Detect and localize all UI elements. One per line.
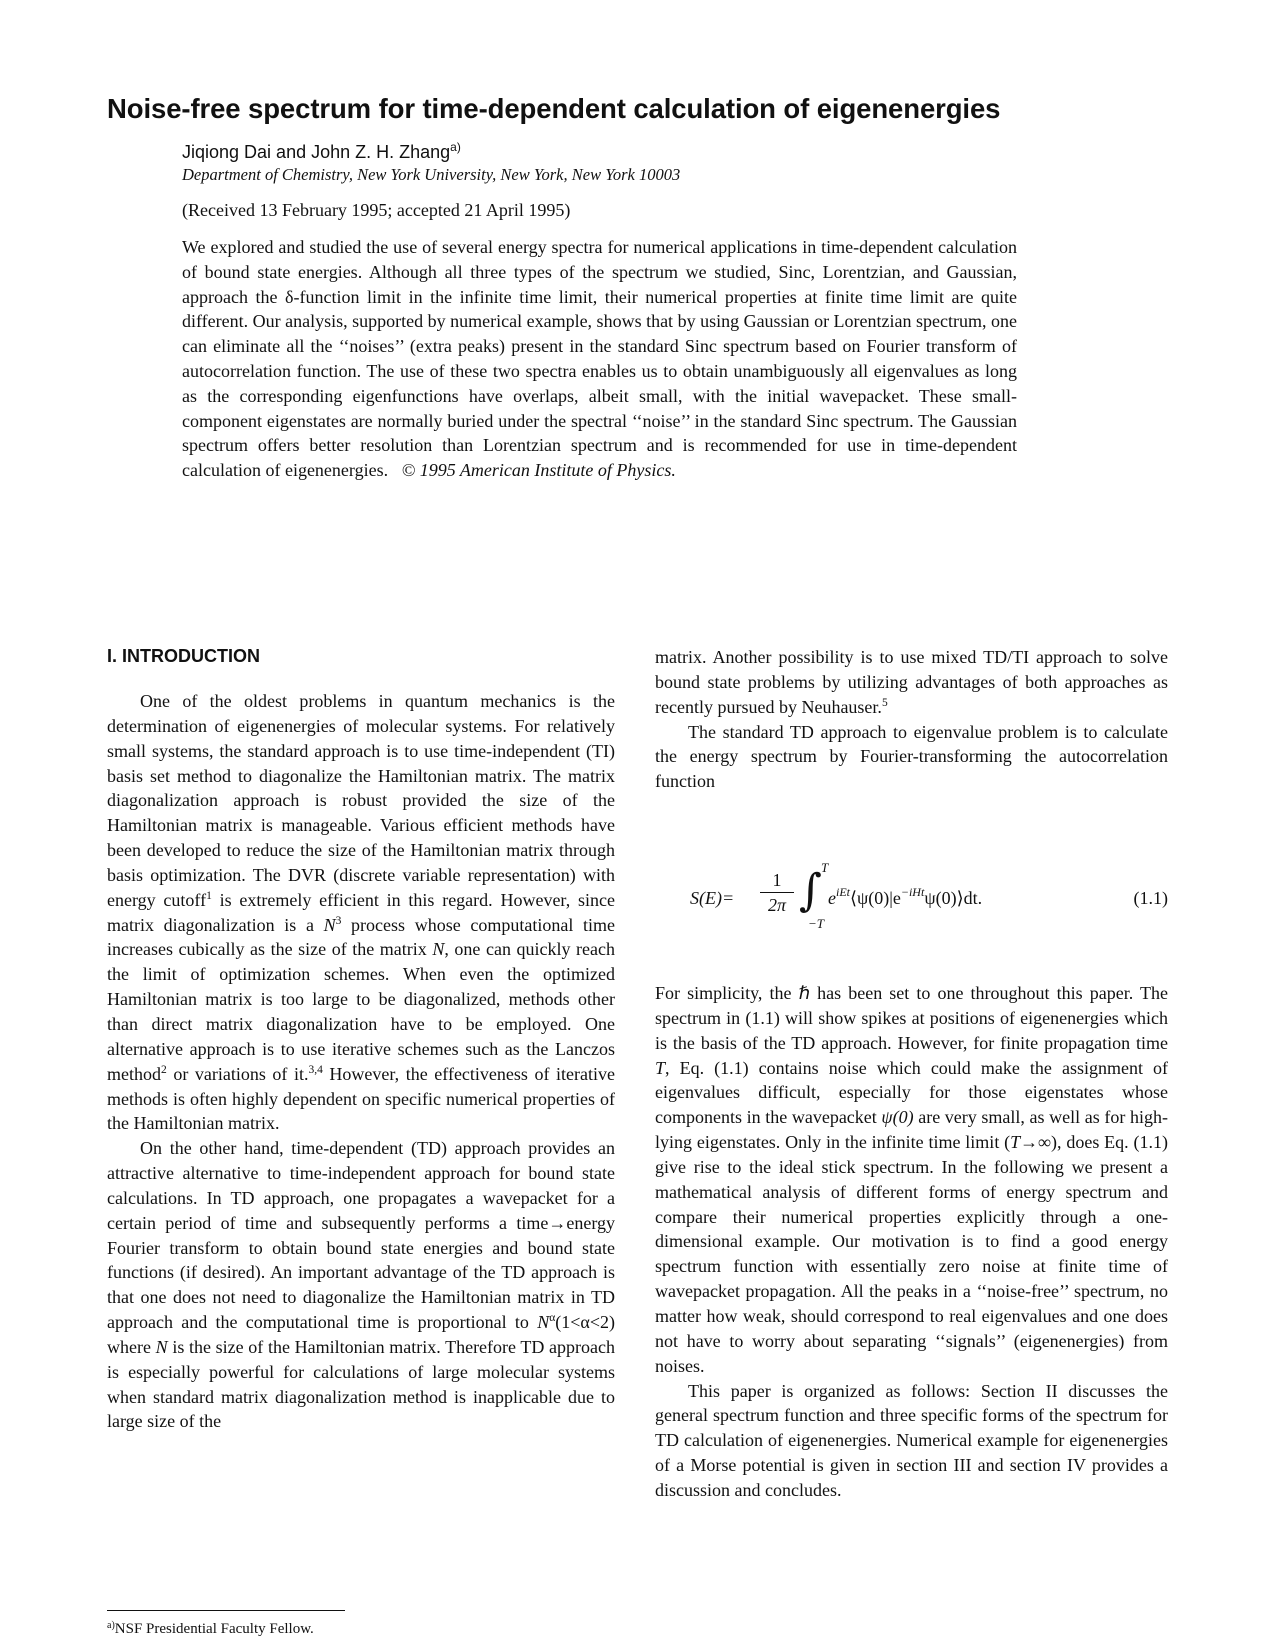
text-run: , Eq. (1.1) contains noise which could make the assignment of eigenvalues difficult, especially for those eigenstates whose components in the wavepacket <box>655 1057 1168 1128</box>
text-run: are very small, as well as for high-lying eigenstates. Only in the infinite time limit ( <box>655 1107 1168 1153</box>
author-footnote-mark: a) <box>450 140 461 154</box>
footnote-mark: a) <box>107 1620 115 1631</box>
math-symbol: N <box>537 1312 550 1333</box>
math-symbol: N <box>323 914 336 935</box>
author-line <box>182 140 461 164</box>
reference-mark: 1 <box>206 889 212 902</box>
equation-lhs: S(E)= <box>690 888 735 908</box>
fraction-denominator: 2π <box>767 895 787 915</box>
intro-paragraph-3 <box>655 645 1168 720</box>
equation-integrand <box>828 885 983 909</box>
bra-ket: ⟨ψ(0)|e <box>850 888 901 908</box>
equation-1-1 <box>655 860 1168 940</box>
exp-1: iEt <box>836 885 850 899</box>
intro-paragraph-5 <box>655 981 1168 1379</box>
exponent: α <box>549 1312 556 1325</box>
text-run: One of the oldest problems in quantum mechanics is the determination of eigenenergies of molecular systems. For relatively small systems, the standard approach is to use time-independent (TI) basis set method to diagonalize the Hamiltonian matrix. The matrix diagonalization approach is robust provided the size of the Hamiltonian matrix is manageable. Various efficient methods have been developed to reduce the size of the Hamiltonian matrix through basis optimization. The DVR (discrete variable representation) with energy cutoff <box>107 691 615 910</box>
math-symbol: T→∞ <box>1010 1132 1051 1153</box>
left-column <box>107 689 615 1434</box>
received-dates: (Received 13 February 1995; accepted 21 April 1995) <box>182 200 571 220</box>
equation-number: (1.1) <box>1133 888 1168 908</box>
exponent: 3 <box>335 914 342 927</box>
text-run: For simplicity, the ℏ has been set to one throughout this paper. The spectrum in (1.1) will show spikes at positions of eigenenergies which is the basis of the TD approach. However, for finite propagation time <box>655 983 1168 1053</box>
intro-paragraph-4: The standard TD approach to eigenvalue problem is to calculate the energy spectrum by Fourier-transforming the autocorrelation function <box>655 721 1168 792</box>
text-run: , one can quickly reach the limit of optimization schemes. When even the optimized Hamiltonian matrix is too large to be diagonalized, methods other than direct matrix diagonalization have to be employed. One alternative approach is to use iterative schemes such as the Lanczos method <box>107 939 616 1084</box>
intro-paragraph-2 <box>107 1136 615 1434</box>
right-column-bottom <box>655 981 1168 1503</box>
affiliation: Department of Chemistry, New York University, New York, New York 10003 <box>182 165 681 184</box>
abstract-text: We explored and studied the use of several energy spectra for numerical applications in time-dependent calculation of bound state energies. Although all three types of the spectrum we studied, Sinc, Lorentzian, and Gaussian, approach the δ-function limit in the infinite time limit, their numerical properties at finite time limit are quite different. Our analysis, supported by numerical example, shows that by using Gaussian or Lorentzian spectrum, one can eliminate all the ‘‘noises’’ (extra peaks) present in the standard Sinc spectrum based on Fourier transform of autocorrelation function. The use of these two spectra enables us to obtain unambiguously all eigenvalues as long as the corresponding eigenfunctions have overlaps, albeit small, with the initial wavepacket. These small-component eigenstates are normally buried under the spectral ‘‘noise’’ in the standard Sinc spectrum. The Gaussian spectrum offers better resolution than Lorentzian spectrum and is recommended for use in time-dependent calculation of eigenenergies. <box>182 237 1017 481</box>
text-run: is extremely efficient in this regard. However, since matrix diagonalization is a <box>107 889 615 935</box>
math-symbol: T <box>655 1057 666 1078</box>
text-run: process whose computational time increases cubically as the size of the matrix <box>107 914 615 960</box>
abstract <box>182 235 1017 483</box>
exp-base: e <box>828 888 836 908</box>
integral-sign: ∫ <box>799 865 822 916</box>
fraction-numerator: 1 <box>772 870 782 890</box>
ket-end: ψ(0)⟩dt. <box>924 888 983 908</box>
footnote-divider <box>107 1610 345 1611</box>
text-run: where <box>107 1336 156 1357</box>
reference-mark: 3,4 <box>308 1063 323 1076</box>
text-run: matrix. Another possibility is to use mixed TD/TI approach to solve bound state problems by utilizing advantages of both approaches as recently pursued by Neuhauser. <box>655 647 1168 717</box>
equation-fraction <box>758 868 796 917</box>
intro-paragraph-1 <box>107 689 615 1136</box>
footnote-text: NSF Presidential Faculty Fellow. <box>114 1621 314 1637</box>
abstract-copyright: © 1995 American Institute of Physics. <box>401 460 676 481</box>
author-names: Jiqiong Dai and John Z. H. Zhang <box>182 142 451 162</box>
math-range: (1<α<2) <box>555 1312 615 1333</box>
math-symbol: ψ(0) <box>881 1107 914 1128</box>
text-run: On the other hand, time-dependent (TD) approach provides an attractive alternative to time-independent approach for bound state calculations. In TD approach, one propagates a wavepacket for a certain period of time and subsequently performs a time→energy Fourier transform to obtain bound state energies and bound state functions (if desired). An important advantage of the TD approach is that one does not need to diagonalize the Hamiltonian matrix in TD approach and the computational time is proportional to <box>107 1138 615 1333</box>
exp-2: −iHt <box>900 885 925 899</box>
section-heading-introduction: I. INTRODUCTION <box>107 646 260 666</box>
integral-upper-limit: T <box>821 860 829 875</box>
text-run: is the size of the Hamiltonian matrix. Therefore TD approach is especially powerful for calculations of large molecular systems when standard matrix diagonalization method is inapplicable due to large size of the <box>107 1336 615 1432</box>
integral-lower-limit: −T <box>808 916 825 931</box>
intro-paragraph-6: This paper is organized as follows: Section II discusses the general spectrum function and three specific forms of the spectrum for TD calculation of eigenenergies. Numerical example for eigenenergies of a Morse potential is given in section III and section IV provides a discussion and concludes. <box>655 1380 1168 1500</box>
paper-title: Noise-free spectrum for time-dependent calculation of eigenenergies <box>107 93 1001 124</box>
reference-mark: 2 <box>161 1063 167 1076</box>
math-symbol: N <box>155 1336 168 1357</box>
reference-mark: 5 <box>881 696 888 709</box>
math-symbol: N <box>432 939 445 960</box>
text-run: ), does Eq. (1.1) give rise to the ideal stick spectrum. In the following we present a mathematical analysis of different forms of energy spectrum and compare their numerical properties explicitly through a one-dimensional example. Our motivation is to find a good energy spectrum function with essentially zero noise at finite time of wavepacket propagation. All the peaks in a ‘‘noise-free’’ spectrum, no matter how weak, should correspond to real eigenvalues and one does not have to worry about separating ‘‘signals’’ (eigenenergies) from noises. <box>655 1132 1168 1376</box>
text-run: However, the effectiveness of iterative methods is often highly dependent on specific numerical properties of the Hamiltonian matrix. <box>107 1063 615 1134</box>
footnote <box>107 1619 314 1639</box>
text-run: or variations of it. <box>166 1063 309 1084</box>
right-column-top <box>655 645 1168 794</box>
